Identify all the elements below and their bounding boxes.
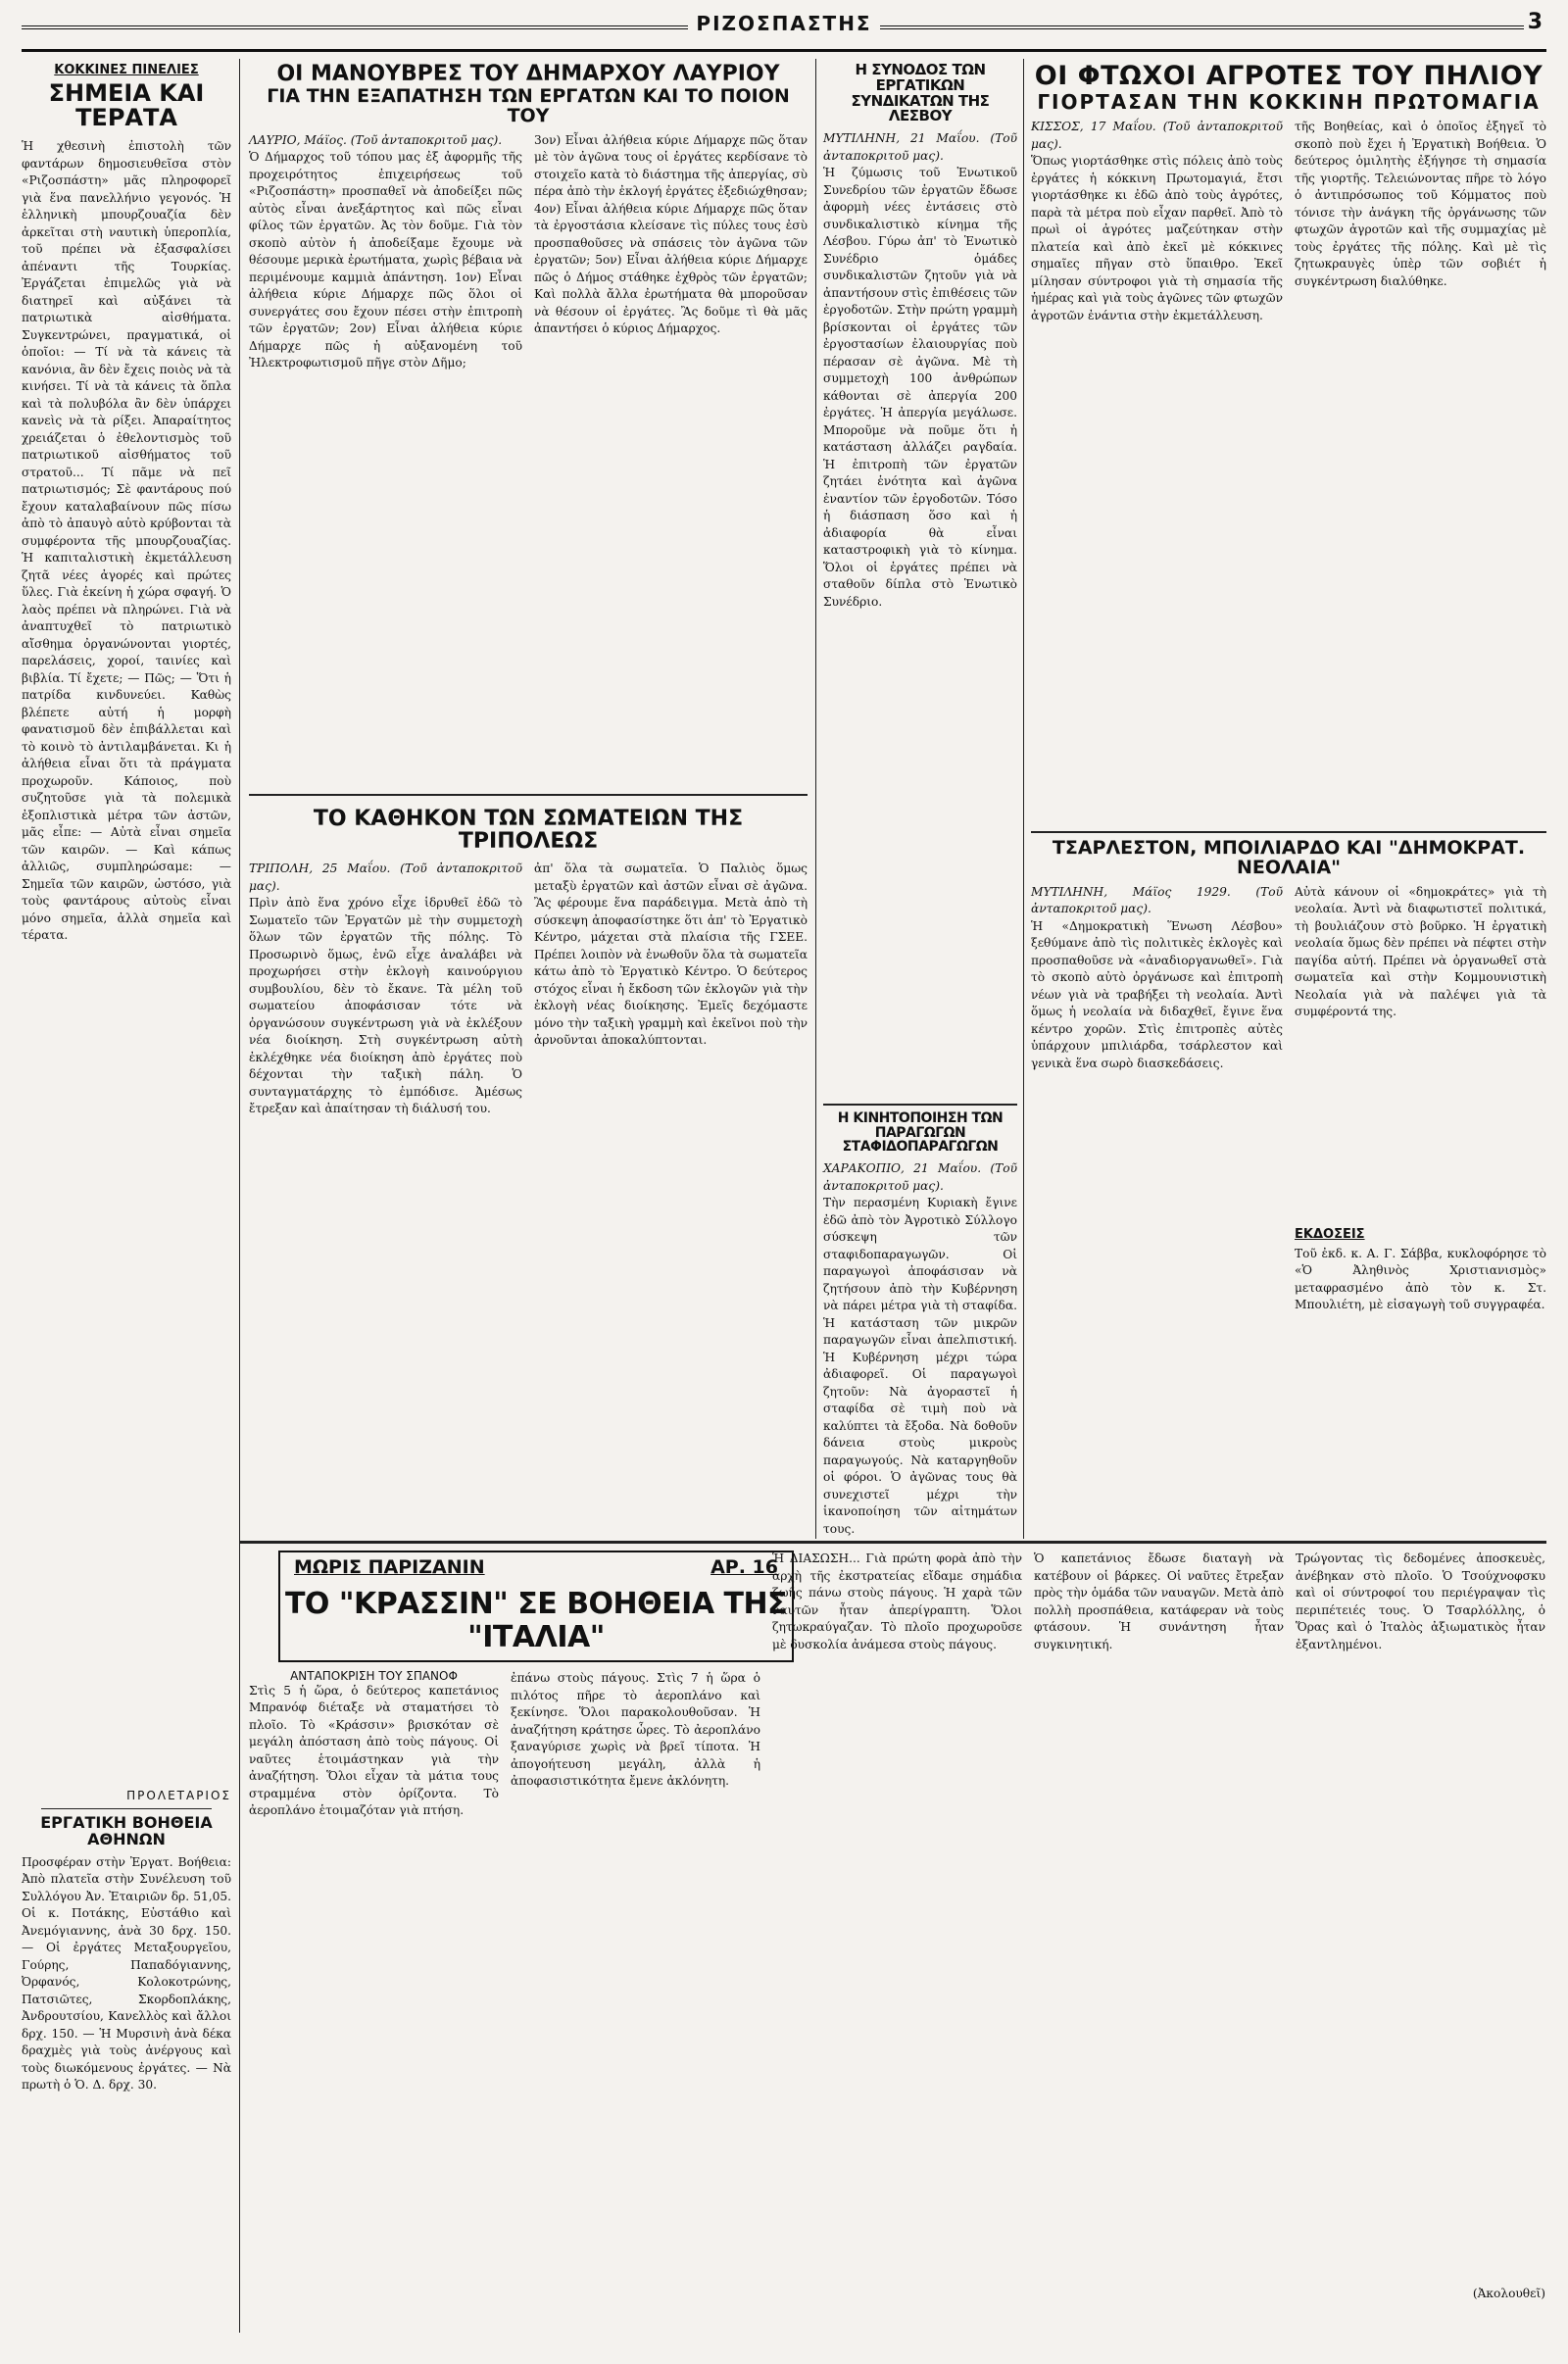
section-kicker: ΚΟΚΚΙΝΕΣ ΠΙΝΕΛΙΕΣ: [54, 63, 199, 77]
article-body: Ἡ ζύμωσις τοῦ Ἑνωτικοῦ Συνεδρίου τῶν ἐργατῶν ἔδωσε ἀφορμὴ νέες ἐντάσεις στὸ συνδικαλιστικὸ κίνημα τῆς Λέσβου. Γύρω ἀπ' τὸ Ἑνωτικὸ Συνέδριο ὁμάδες συνδικαλιστῶν ζητοῦν γιὰ νὰ ἀπαντήσουν στὶς ἐπιθέσεις τῶν ἐργοδοτῶν. Στὴν πρώτη γραμμὴ βρίσκονται οἱ ἐργάτες τῶν ἐργοστασίων ἐλαιουργίας ποὺ πέρασαν σὲ ἀγῶνα. Μὲ τὴ συμμετοχὴ 100 ἀνθρώπων κάθονται σὲ ἀπεργία 200 ἐργάτες. Ἡ ἀπεργία μεγάλωσε. Μποροῦμε νὰ ποῦμε ὅτι ἡ κατάσταση ἀλλάζει ραγδαία. Ἡ ἐπιτροπὴ τῶν ἐργατῶν ζητάει ἑνότητα καὶ ἀγῶνα ἐναντίον τῶν ἐργοδοτῶν. Τόσο ἡ διάσπαση ὅσο καὶ ἡ ἀδιαφορία θὰ εἶναι καταστροφικὴ γιὰ τὸ κίνημα. Ὅλοι οἱ ἐργάτες πρέπει νὰ σταθοῦν δίπλα στὸ Ἑνωτικὸ Συνέδριο.: [823, 166, 1017, 609]
section-divider: [239, 1541, 1546, 1544]
page-number: 3: [1524, 10, 1546, 34]
column-1: [22, 63, 231, 2333]
divider: [249, 794, 808, 796]
article-body: Ὅπως γιορτάσθηκε στὶς πόλεις ἀπὸ τοὺς ἐργάτες ἡ κόκκινη Πρωτομαγιά, ἔτσι γιορτάσθηκε κι ἐδῶ ἀπὸ τοὺς ἀγρότες, παρὰ τὰ μέτρα ποὺ εἶχαν παρθεῖ. Ἀπὸ τὸ πρωὶ οἱ ἀγρότες μαζεύτηκαν στὴν πλατεία καὶ ἀπὸ ἐκεῖ μὲ κόκκινες σημαῖες πῆγαν στὸ ὕπαιθρο. Ἐκεῖ μίλησαν σύντροφοι γιὰ τὴ σημασία τῆς ἡμέρας καὶ γιὰ τοὺς ἀγῶνες τῶν φτωχῶν ἀγροτῶν ἐνάντια στὴν ἐκμετάλλευση.: [1031, 154, 1283, 322]
article-lesvos: [823, 63, 1017, 1102]
feuilleton-body: Τρώγοντας τὶς δεδομένες ἀποσκευὲς, ἀνέβηκαν στὸ πλοῖο. Ὁ Τσούχνοφσκυ καὶ οἱ σύντροφοί του περιέγραψαν τὶς περιπέτειές τους. Ὁ Τσαρλόλλης, ὁ Ὅρας καὶ ὁ Ἰταλὸς ἀξιωματικὸς ἦταν ἐξαντλημένοι.: [1296, 1551, 1545, 1651]
article-pilio: [1031, 63, 1546, 827]
feuilleton-title-box: [278, 1551, 794, 1662]
article-dateline: ΜΥΤΙΛΗΝΗ, Μάϊος 1929. (Τοῦ ἀνταποκριτοῦ μας).: [1031, 884, 1283, 916]
article-dateline: ΛΑΥΡΙΟ, Μάϊος. (Τοῦ ἀνταποκριτοῦ μας).: [249, 132, 503, 147]
article-stafida: [823, 1110, 1017, 1536]
article-charleston: [1031, 839, 1546, 1535]
article-headline: ΕΡΓΑΤΙΚΗ ΒΟΗΘΕΙΑ ΑΘΗΝΩΝ: [40, 1813, 213, 1849]
feuilleton-episode: ΑΡ. 16: [710, 1556, 778, 1578]
article-headline: ΤΣΑΡΛΕΣΤΟΝ, ΜΠΟΙΛΙΑΡΔΟ ΚΑΙ "ΔΗΜΟΚΡΑΤ. ΝΕΟΛΑΙΑ": [1052, 837, 1526, 878]
article-body: Ἡ χθεσινὴ ἐπιστολὴ τῶν φαντάρων δημοσιευθεῖσα στὸν «Ριζοσπάστη» μᾶς πληροφορεῖ γιὰ ἕνα πανελλήνιο γεγονός. Ἡ ἑλληνικὴ μπουρζουαζία δὲν ἀρκεῖται στὴ ναυτικὴ ὑπεροπλία, τοῦ πρέπει νὰ ἐξασφαλίσει ἀπέναντι τῆς Τουρκίας. Ἐργάζεται ἐπιμελῶς γιὰ νὰ διατηρεῖ καὶ αὐξάνει τὰ πατριωτικὰ αἰσθήματα. Συγκεντρώνει, πραγματικά, οἱ ὁποῖοι: — Τί νὰ τὰ κάνεις τὰ κανόνια, ἂν δὲν ἔχεις ποιὸς νὰ τὰ κινήσει. Τί νὰ τὰ κάνεις τὰ ὅπλα καὶ τὰ πολυβόλα ἂν δὲν ὑπάρχει κανεὶς νὰ τὰ ρίξει. Ἀπαραίτητος χρειάζεται ὁ ἐθελοντισμὸς τοῦ πατριωτικοῦ αἰσθήματος τοῦ στρατοῦ... Τί πᾶμε νὰ πεῖ πατριωτισμός; Σὲ φαντάρους πού ἔχουν καταλαβαίνουν πῶς πίσω ἀπὸ τὸ ἀπαυγὸ αὐτὸ κρύβονται τὰ συμφέροντα τῆς μπουρζουαζίας. Ἡ καπιταλιστικὴ ἐκμετάλλευση ζητᾶ νέες ἀγορές καὶ πρώτες ὕλες. Γιὰ ἐκείνη ἡ χώρα σφαγή. Ὁ λαὸς πρέπει νὰ πληρώνει. Γιὰ νὰ ἀναπτυχθεῖ τὸ πατριωτικὸ αἴσθημα ὀργανώνονται γιορτές, παρελάσεις, χοροί, ταινίες καὶ βιβλία. Τί ἔχετε; — Πῶς; — Ὅτι ἡ πατρίδα κινδυνεύει. Καθὼς βλέπετε αὐτή ἡ μορφὴ φανατισμοῦ δὲν ἐπιβάλλεται καὶ τὸ κοινὸ τὸ ἀντιλαμβάνεται. Κι ἡ ἀλήθεια εἶναι ὅτι τὰ πράγματα προχωροῦν. Κάποιος, ποὺ συζητοῦσε γιὰ τὰ πολεμικὰ ἐξοπλιστικὰ μέτρα τῶν ἀστῶν, μᾶς εἶπε: — Αὐτὰ εἶναι σημεῖα τῶν καιρῶν. — Καὶ κάπως ἀλλιῶς, συμπληρώσαμε: — Σημεῖα τῶν καιρῶν, ὡστόσο, γιὰ τοὺς φαντάρους αὐτοὺς εἶναι μόνο σημεῖα, ἀλλὰ σημεῖα καὶ τέρατα.: [22, 139, 231, 943]
article-body: Τοῦ ἐκδ. κ. Α. Γ. Σάββα, κυκλοφόρησε τὸ «Ὁ Ἀληθινὸς Χριστιανισμὸς» μεταφρασμένο ἀπὸ τὸν κ. Στ. Μπουλιέτη, μὲ εἰσαγωγὴ τοῦ συγγραφέα.: [1295, 1246, 1546, 1312]
article-dateline: ΤΡΙΠΟΛΗ, 25 Μαΐου. (Τοῦ ἀνταποκριτοῦ μας).: [249, 862, 522, 893]
feuilleton-author: ΜΩΡΙΣ ΠΑΡΙΖΑΝΙΝ: [294, 1556, 485, 1578]
feuilleton-body: Ὁ καπετάνιος ἔδωσε διαταγὴ νὰ κατέβουν οἱ βάρκες. Οἱ ναῦτες ἔτρεξαν πρὸς τὴν ὁμάδα τῶν ναυαγῶν. Μετὰ ἀπὸ πολλὴ προσπάθεια, κατάφεραν νὰ τοὺς φτάσουν. Ἡ συνάντηση ἦταν συγκινητική.: [1034, 1551, 1284, 1651]
masthead: [22, 10, 1546, 52]
article-body: Ἡ «Δημοκρατικὴ Ἕνωση Λέσβου» ξεθύμανε ἀπὸ τὶς πολιτικὲς ἐκλογὲς καὶ προσπαθοῦσε νὰ «ἀναδιοργανωθεῖ». Γιὰ τὸ σκοπὸ αὐτὸ ὀργάνωσε καὶ ἐπιτροπὴ νέων γιὰ νὰ τραβήξει τὴ νεολαία. Ἀντὶ ὅμως ἡ νεολαία νὰ διδαχθεῖ, ἔγινε ἕνα κέντρο χορῶν. Στὶς ἐπιτροπὲς αὐτὲς ὑπάρχουν μπιλιάρδα, τσάρλεστον καὶ γενικὰ ἕνα σωρὸ διασκεδάσεις.: [1031, 918, 1283, 1070]
divider: [1031, 831, 1546, 833]
article-lavrio: [249, 63, 808, 788]
feuilleton: [249, 1551, 1546, 2331]
article-body: 3ον) Εἶναι ἀλήθεια κύριε Δήμαρχε πῶς ὅταν μὲ τὸν ἀγῶνα τους οἱ ἐργάτες κερδίσανε τὸ στοιχεῖο κατὰ τὸ διάστημα τῆς ἀπεργίας, σὺ πέρα ἀπὸ τὴν ἐκλογή ἐργάτες ἐξεδιώχθησαν; 4ον) Εἶναι ἀλήθεια κύριε Δήμαρχε πῶς ὅταν τὰ ἐργοστάσια κλείσανε τὶς πύλες τους ἐσὺ προσπαθοῦσες νὰ σπάσεις τὸν ἀγῶνα τῶν ἐργατῶν; 5ον) Εἶναι ἀλήθεια κύριε Δήμαρχε πῶς ὁ Δήμος στάθηκε ἐχθρὸς τῶν ἐργατῶν; Καὶ πολλὰ ἄλλα ἐρωτήματα θὰ μποροῦσαν νὰ θέσουν οἱ ἐργάτες. Ἂς δοῦμε τὶ θὰ μᾶς ἀπαντήσει ὁ κύριος Δήμαρχος.: [534, 132, 808, 336]
article-headline: Η ΚΙΝΗΤΟΠΟΙΗΣΗ ΤΩΝ ΠΑΡΑΓΩΓΩΝ ΣΤΑΦΙΔΟΠΑΡΑΓΩΓΩΝ: [837, 1110, 1004, 1156]
article-body: Τὴν περασμένη Κυριακὴ ἔγινε ἐδῶ ἀπὸ τὸν Ἀγροτικὸ Σύλλογο σύσκεψη τῶν σταφιδοπαραγωγῶν. Οἱ παραγωγοὶ ἀποφάσισαν νὰ ζητήσουν ἀπὸ τὴν Κυβέρνηση νὰ πάρει μέτρα γιὰ τὴ σταφίδα. Ἡ κατάσταση τῶν μικρῶν παραγωγῶν εἶναι ἀπελπιστική. Ἡ Κυβέρνηση μέχρι τώρα ἀδιαφορεῖ. Οἱ παραγωγοὶ ζητοῦν: Νὰ ἀγοραστεῖ ἡ σταφίδα σὲ τιμὴ ποὺ νὰ καλύπτει τὰ ἔξοδα. Νὰ δοθοῦν δάνεια στοὺς μικροὺς παραγωγούς. Νὰ καταργηθοῦν οἱ φόροι. Ὁ ἀγῶνας τους θὰ συνεχιστεῖ μέχρι τὴν ἱκανοποίηση τῶν αἰτημάτων τους.: [823, 1196, 1017, 1536]
newspaper-page: [22, 10, 1546, 2333]
article-body: Προσφέραν στὴν Ἐργατ. Βοήθεια: Ἀπὸ πλατεῖα στὴν Συνέλευση τοῦ Συλλόγου Ἀν. Ἐταιριῶν δρ. 51,05. Οἱ κ. Ποτάκης, Εὐστάθιο καὶ Ἀνεμόγιαννης, ἀνὰ 30 δρχ. 150. — Οἱ ἐργάτες Μεταξουργεῖου, Γούρης, Παπαδόγιαννης, Ὀρφανός, Κολοκοτρώνης, Πατσιῶτες, Σκορδοπλάκης, Ἀνδρουτσίου, Κανελλὸς καὶ ἄλλοι δρχ. 150. — Ἡ Μυρσινὴ ἀνὰ δέκα δραχμὲς γιὰ τοὺς ἀνέργους καὶ τοὺς διωκόμενους ἐργάτες. — Νὰ πρωτὴ ὁ Ὁ. Δ. δρχ. 30.: [22, 1854, 231, 2093]
article-body: τῆς Βοηθείας, καὶ ὁ ὁποῖος ἐξηγεῖ τὸ σκοπὸ ποὺ ἔχει ἡ Ἐργατικὴ Βοήθεια. Ὁ δεύτερος ὁμιλητὴς ἐξήγησε τὴ σημασία τῆς γιορτῆς. Τελειώνοντας πῆρε τὸ λόγο ὁ ἀντιπρόσωπος τοῦ Κόμματος ποὺ τόνισε τὴν ἀνάγκη τῆς ὀργάνωσης τῶν φτωχῶν ἀγροτῶν καὶ τῆς συμμαχίας μὲ τοὺς ἐργάτες τῆς πόλης. Καὶ μὲ τὶς ζητωκραυγὲς ὑπὲρ τῶν σοβιέτ ἡ συγκέντρωση διαλύθηκε.: [1295, 120, 1546, 288]
feuilleton-continued: (Ἀκολουθεῖ): [1472, 2287, 1545, 2300]
article-dateline: ΜΥΤΙΛΗΝΗ, 21 Μαΐου. (Τοῦ ἀνταποκριτοῦ μας).: [823, 131, 1017, 163]
article-body: Ὁ Δήμαρχος τοῦ τόπου μας ἐξ ἀφορμῆς τῆς προχειρότητος ἐπιχειρήσεως τοῦ «Ριζοσπάστη» προσπαθεῖ νὰ ἀποδείξει πῶς αὐτὸς εἶναι ἀνεξάρτητος καὶ πῶς εἶναι φίλος τῶν ἐργατῶν. Ἀς τὸν δοῦμε. Γιὰ τὸν σκοπὸ αὐτὸν ἡ ἀποδείξαμε ἔχουμε νὰ θέσουμε μερικὰ ἐρωτήματα, χωρὶς βέβαια νὰ περιμένουμε καμμιὰ ἀπάντηση. 1ον) Εἶναι ἀλήθεια κύριε Δήμαρχε πῶς ὅλοι οἱ συνεργάτες σου ἔχουν πέσει στὴν ἐπιτροπὴ τῶν ἐργατῶν; 2ον) Εἶναι ἀλήθεια κύριε Δήμαρχε πῶς ἡ αὐξανομένη τοῦ Ἠλεκτροφωτισμοῦ πῆγε στὸν Δῆμο;: [249, 150, 522, 370]
feuilleton-title: ΤΟ "ΚΡΑΣΣΙΝ" ΣΕ ΒΟΗΘΕΙΑ ΤΗΣ "ΙΤΑΛΙΑ": [284, 1587, 788, 1654]
article-headline: ΣΗΜΕΙΑ ΚΑΙ ΤΕΡΑΤΑ: [48, 79, 205, 132]
article-headline: Η ΣΥΝΟΔΟΣ ΤΩΝ ΕΡΓΑΤΙΚΩΝ ΣΥΝΔΙΚΑΤΩΝ ΤΗΣ ΛΕΣΒΟΥ: [851, 61, 990, 125]
column-divider: [239, 59, 240, 1539]
article-subheadline: ΓΙΑ ΤΗΝ ΕΞΑΠΑΤΗΣΗ ΤΩΝ ΕΡΓΑΤΩΝ ΚΑΙ ΤΟ ΠΟΙΟΝ ΤΟΥ: [267, 85, 790, 127]
article-dateline: ΧΑΡΑΚΟΠΙΟ, 21 Μαΐου. (Τοῦ ἀνταποκριτοῦ μας).: [823, 1161, 1017, 1193]
divider: [823, 1104, 1017, 1106]
article-dateline: ΚΙΣΣΟΣ, 17 Μαΐου. (Τοῦ ἀνταποκριτοῦ μας).: [1031, 120, 1283, 151]
paper-name: ΡΙΖΟΣΠΑΣΤΗΣ: [22, 12, 1546, 35]
article-headline: ΤΟ ΚΑΘΗΚΟΝ ΤΩΝ ΣΩΜΑΤΕΙΩΝ ΤΗΣ ΤΡΙΠΟΛΕΩΣ: [313, 807, 744, 855]
column-divider: [239, 1539, 240, 2333]
section-kicker: ΕΚΔΟΣΕΙΣ: [1295, 1226, 1365, 1242]
column-divider: [1023, 59, 1024, 1539]
feuilleton-body: Ἡ ΔΙΑΣΩΣΗ... Γιὰ πρώτη φορὰ ἀπὸ τὴν ἀρχὴ τῆς ἐκστρατείας εἴδαμε σημάδια ζωῆς πάνω στοὺς πάγους. Ἡ χαρὰ τῶν ναυτῶν ἦταν ἀπερίγραπτη. Ὅλοι ζητωκραύγαζαν. Τὸ πλοῖο προχωροῦσε μὲ δυσκολία ἀνάμεσα στοὺς πάγους.: [772, 1551, 1022, 1651]
article-signature: ΠΡΟΛΕΤΑΡΙΟΣ: [126, 1789, 231, 1803]
feuilleton-chapter: ΑΝΤΑΠΟΚΡΙΣΗ ΤΟΥ ΣΠΑΝΟΦ: [290, 1669, 458, 1683]
divider: [41, 1808, 212, 1809]
article-body: Αὐτὰ κάνουν οἱ «δημοκράτες» γιὰ τὴ νεολαία. Ἀντὶ νὰ διαφωτιστεῖ πολιτικά, τὴ βουλιάζουν στὸ βοῦρκο. Ἡ ἐργατικὴ νεολαία ὅμως δὲν πρέπει νὰ πέφτει στὴν παγίδα αὐτή. Πρέπει νὰ ὀργανωθεῖ στὰ σωματεῖα καὶ στὴν Κομμουνιστικὴ Νεολαία γιὰ νὰ παλέψει γιὰ τὰ συμφέροντά της.: [1295, 884, 1546, 1019]
article-body: ἀπ' ὅλα τὰ σωματεῖα. Ὁ Παλιὸς ὅμως μεταξὺ ἐργατῶν καὶ ἀστῶν εἶναι σὲ ἀγῶνα. Ἂς φέρουμε ἕνα παράδειγμα. Μετὰ ἀπὸ τὴ σύσκεψη ἀποφασίστηκε ὅτι ἀπ' τὸ Ἐργατικὸ Κέντρο, μάχεται στὰ πλαίσια τῆς ΓΣΕΕ. Πρέπει λοιπὸν νὰ ἑνωθοῦν ὅλα τὰ σωματεῖα κάτω ἀπὸ τὸ Ἐργατικὸ Κέντρο. Ὁ δεύτερος στόχος εἶναι ἡ ἔκδοση τῶν ἐκλογῶν γιὰ τὴν ἐκλογὴ νέας διοίκησης. Ἐμεῖς δεχόμαστε μόνο τὴν ταξικὴ γραμμὴ καὶ ἐκεῖνοι ποὺ τὴν ἀρνοῦνται ἀποκαλύπτονται.: [534, 862, 808, 1048]
column-divider: [815, 59, 816, 1539]
article-body: Πρὶν ἀπὸ ἕνα χρόνο εἶχε ἱδρυθεῖ ἐδῶ τὸ Σωματεῖο τῶν Ἐργατῶν μὲ τὴν συμμετοχὴ ὅλων τῶν ἐργατῶν τῆς πόλης. Τὸ Προσωρινὸ ὅμως, ἐνῶ εἶχε ἀναλάβει νὰ προχωρήσει στὴν ἐκλογὴ καινούργιου συμβουλίου, δὲν τὸ ἔκανε. Τὰ μέλη τοῦ σωματείου ἀποφάσισαν τότε νὰ ὀργανώσουν συγκέντρωση γιὰ νὰ ἐκλέξουν νέα διοίκηση. Στὴ συγκέντρωση αὐτὴ ἐκλέχθηκε νέα διοίκηση ἀπὸ ἐργάτες ποὺ δέχονται τὴν ταξικὴ πάλη. Ὁ συνταγματάρχης τὸ ἐμπόδισε. Ἀμέσως ἔτρεξαν καὶ ἀπαίτησαν τὴ διάλυσή του.: [249, 896, 522, 1116]
feuilleton-body: ἐπάνω στοὺς πάγους. Στὶς 7 ἡ ὥρα ὁ πιλότος πῆρε τὸ ἀεροπλάνο καὶ ξεκίνησε. Ὅλοι παρακολουθοῦσαν. Ἡ ἀναζήτηση κράτησε ὧρες. Τὸ ἀεροπλάνο ξαναγύρισε χωρὶς νὰ βρεῖ τίποτα. Ἡ ἀπογοήτευση μεγάλη, ἀλλὰ ἡ ἀποφασιστικότητα ἔμενε ἀκλόνητη.: [511, 1671, 760, 1788]
article-tripoli: [249, 808, 808, 1533]
article-subheadline: ΓΙΟΡΤΑΣΑΝ ΤΗΝ ΚΟΚΚΙΝΗ ΠΡΩΤΟΜΑΓΙΑ: [1037, 90, 1541, 115]
article-headline: ΟΙ ΦΤΩΧΟΙ ΑΓΡΟΤΕΣ ΤΟΥ ΠΗΛΙΟΥ: [1034, 61, 1544, 91]
article-headline: ΟΙ ΜΑΝΟΥΒΡΕΣ ΤΟΥ ΔΗΜΑΡΧΟΥ ΛΑΥΡΙΟΥ: [276, 62, 780, 86]
feuilleton-body: Στὶς 5 ἡ ὥρα, ὁ δεύτερος καπετάνιος Μπρανόφ διέταξε νὰ σταματήσει τὸ πλοῖο. Τὸ «Κράσσιν» βρισκόταν σὲ μεγάλη ἀπόσταση ἀπὸ τοὺς πάγους. Οἱ ναῦτες ἑτοιμάστηκαν γιὰ τὴν ἀναζήτηση. Ὅλοι εἶχαν τὰ μάτια τους στραμμένα στὸν ὁρίζοντα. Τὸ ἀεροπλάνο ἑτοιμαζόταν γιὰ πτήση.: [249, 1683, 499, 1818]
